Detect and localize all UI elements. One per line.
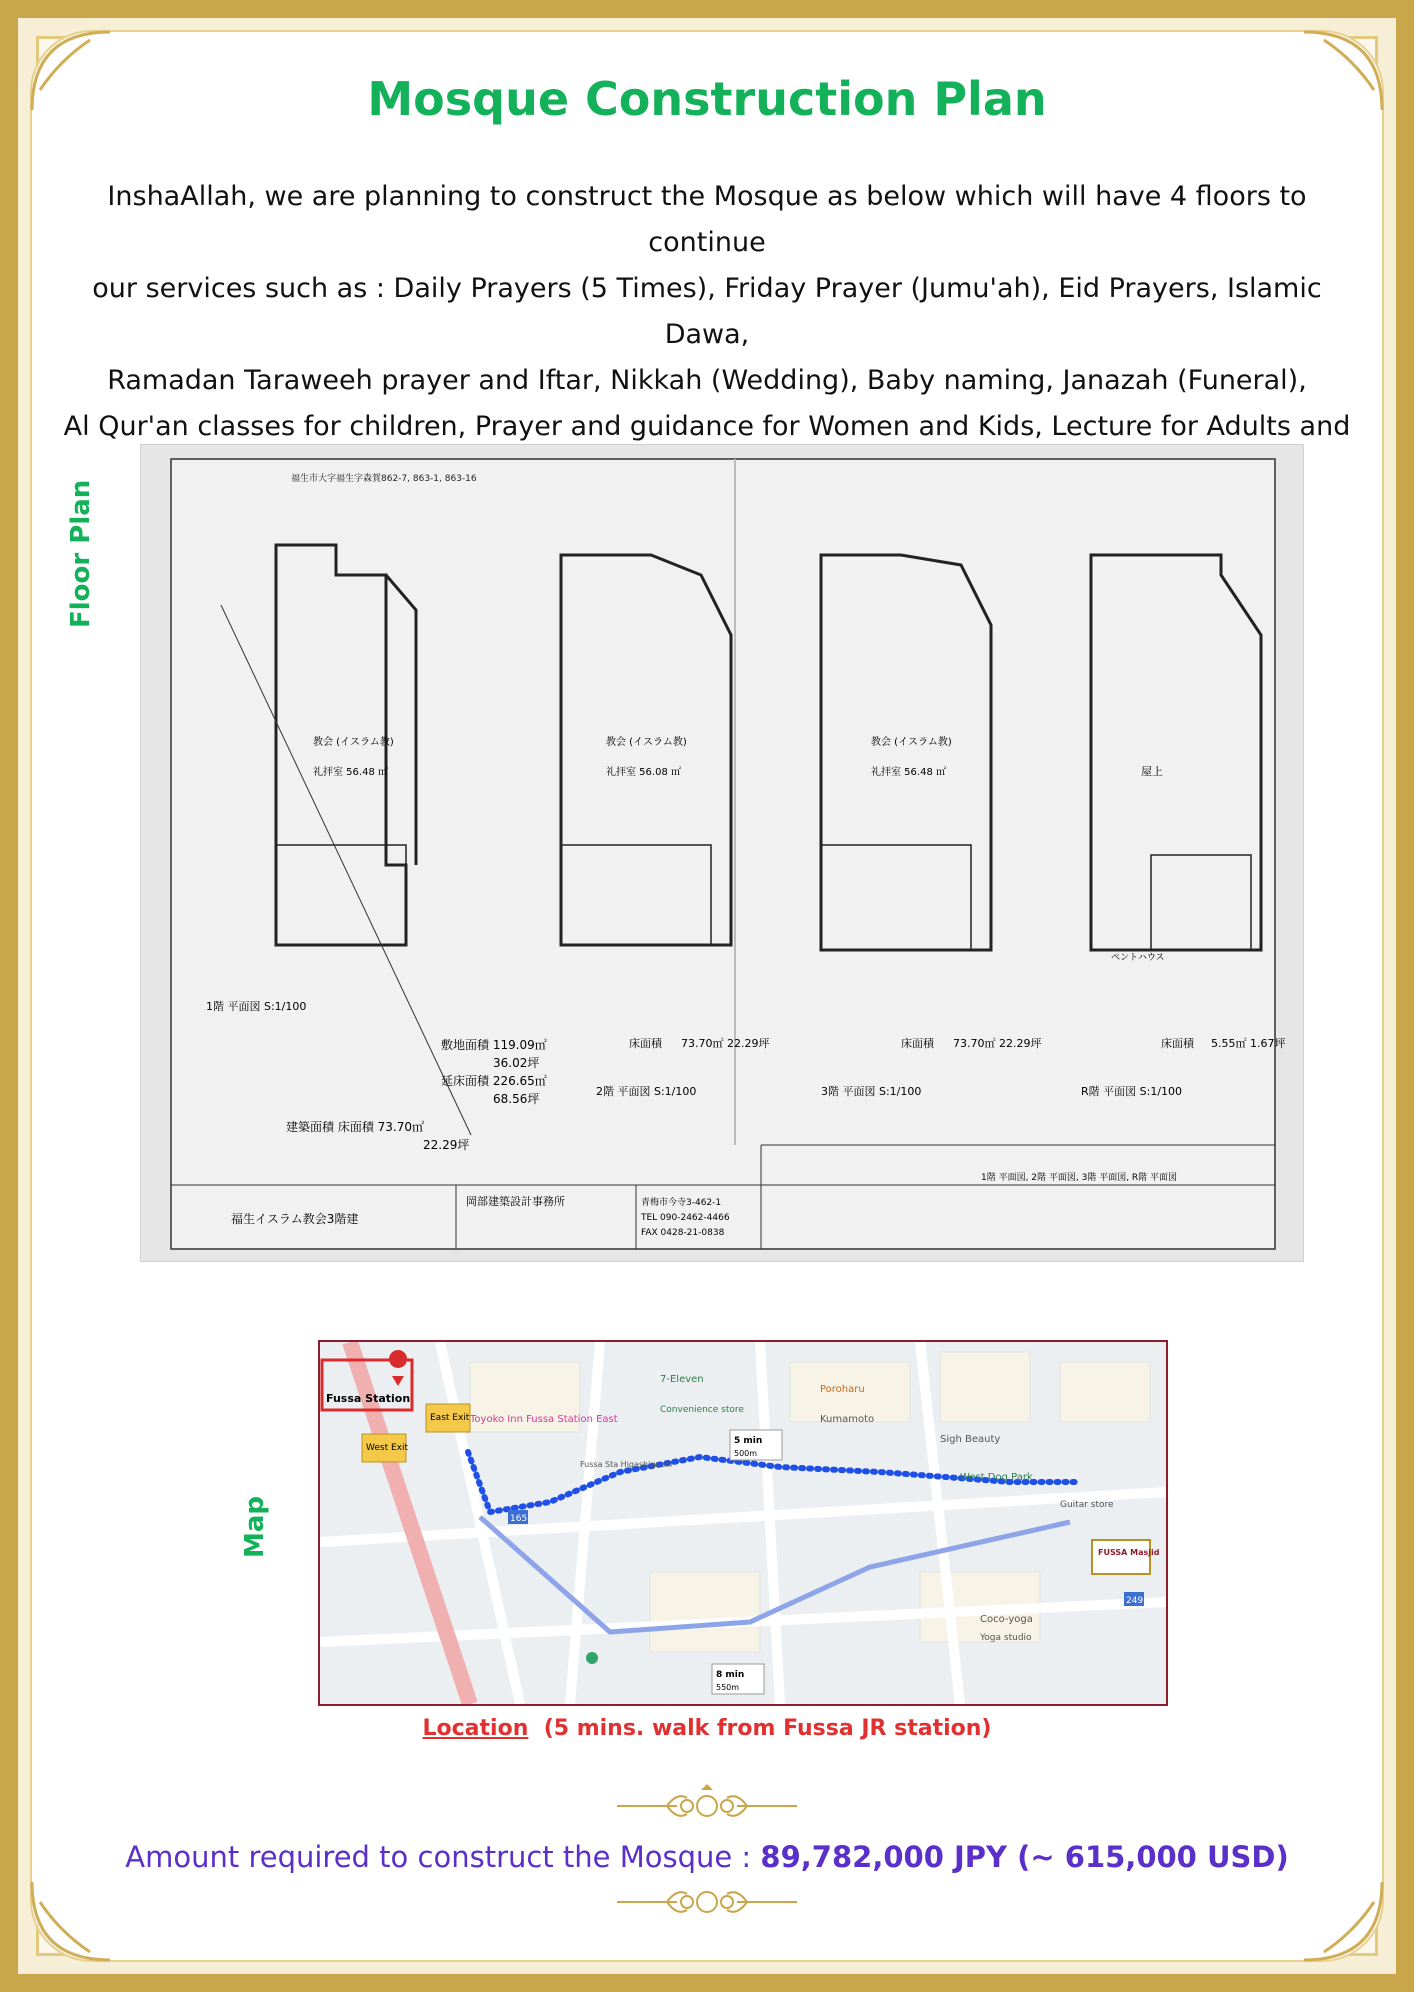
floor-3-area-label: 床面積 <box>901 1037 934 1050</box>
floor-3-area: 73.70㎡ 22.29坪 <box>953 1037 1042 1050</box>
office-address: 青梅市今寺3-462-1 <box>641 1198 722 1208</box>
coco-yoga-label: Coco-yoga <box>980 1614 1033 1625</box>
floor-2-area: 73.70㎡ 22.29坪 <box>681 1037 770 1050</box>
walk-long-time: 8 min <box>716 1670 745 1680</box>
west-dog-park-label: West Dog Park <box>960 1472 1033 1483</box>
road-165-label: 165 <box>510 1514 528 1524</box>
location-note: (5 mins. walk from Fussa JR station) <box>543 1716 992 1741</box>
location-map[interactable] <box>318 1340 1168 1706</box>
roof-scale: R階 平面図 S:1/100 <box>1081 1085 1183 1098</box>
amount-statement <box>0 1840 1414 1874</box>
floor-1-room: 教会 (イスラム教) <box>313 737 394 748</box>
office-tel: TEL 090-2462-4466 <box>641 1213 730 1223</box>
roof-area-label: 床面積 <box>1161 1037 1194 1050</box>
higashiguchi-label: Fussa Sta Higashiguchi <box>580 1460 673 1469</box>
map-drawing <box>320 1342 1166 1704</box>
floor-plan-label: Floor Plan <box>66 479 96 628</box>
destination-label: FUSSA Masjid <box>1098 1548 1160 1557</box>
floor-2-room: 教会 (イスラム教) <box>606 737 687 748</box>
total-tsubo: 68.56坪 <box>493 1092 540 1106</box>
floor-3-sub: 礼拝室 56.48 ㎡ <box>871 767 946 778</box>
bottom-ornament-icon <box>607 1880 807 1924</box>
total-area: 延床面積 226.65㎡ <box>441 1074 547 1088</box>
roof-sub: ペントハウス <box>1111 953 1165 963</box>
plan-header-note: 福生市大字福生字森賀862-7, 863-1, 863-16 <box>291 474 477 484</box>
walk-short-distance: 500m <box>734 1449 758 1458</box>
walk-long-distance: 550m <box>716 1683 740 1692</box>
page-title: Mosque Construction Plan <box>367 72 1047 126</box>
floor-2-area-label: 床面積 <box>629 1037 662 1050</box>
intro-line: Al Qur'an classes for children, Prayer and guidance for Women and Kids, Lecture for Adults and <box>63 411 1351 442</box>
guitar-store-label: Guitar store <box>1060 1500 1114 1510</box>
station-name: Fussa Station <box>326 1392 411 1405</box>
floor-1-sub: 礼拝室 56.48 ㎡ <box>313 767 388 778</box>
east-exit-label: East Exit <box>430 1413 470 1423</box>
roof-area: 5.55㎡ 1.67坪 <box>1211 1037 1286 1050</box>
floor-3-scale: 3階 平面図 S:1/100 <box>821 1085 922 1098</box>
seven-eleven-label: 7-Eleven <box>660 1374 704 1385</box>
intro-line: our services such as : Daily Prayers (5 Times), Friday Prayer (Jumu'ah), Eid Prayers, Islamic Dawa, <box>92 273 1322 350</box>
intro-line: Ramadan Taraweeh prayer and Iftar, Nikkah (Wedding), Baby naming, Janazah (Funeral), <box>107 365 1307 396</box>
park-icon <box>586 1652 598 1664</box>
floor-plan-drawing <box>141 445 1303 1261</box>
amount-label: Amount required to construct the Mosque : <box>125 1840 752 1874</box>
convenience-label: Convenience store <box>660 1405 744 1415</box>
poroharu-label: Poroharu <box>820 1384 865 1395</box>
kumamoto-label: Kumamoto <box>820 1414 875 1425</box>
floor-1-scale: 1階 平面図 S:1/100 <box>206 1000 307 1013</box>
walk-short-time: 5 min <box>734 1436 763 1446</box>
location-link[interactable]: Location <box>422 1716 529 1741</box>
west-exit-label: West Exit <box>366 1443 409 1453</box>
project-name: 福生イスラム教会3階建 <box>231 1212 359 1226</box>
drawing-name: 1階 平面図, 2階 平面図, 3階 平面図, R階 平面図 <box>981 1173 1178 1183</box>
site-area: 敷地面積 119.09㎡ <box>441 1038 547 1052</box>
office-fax: FAX 0428-21-0838 <box>641 1228 725 1238</box>
site-tsubo: 36.02坪 <box>493 1056 540 1070</box>
toyoko-label: Toyoko Inn Fussa Station East <box>470 1414 618 1425</box>
office-name: 岡部建築設計事務所 <box>466 1195 565 1208</box>
floor-2-scale: 2階 平面図 S:1/100 <box>596 1085 697 1098</box>
location-caption <box>0 1716 1414 1741</box>
building-tsubo: 22.29坪 <box>423 1138 470 1152</box>
road-249-label: 249 <box>1126 1596 1144 1606</box>
floor-3-room: 教会 (イスラム教) <box>871 737 952 748</box>
sigh-beauty-label: Sigh Beauty <box>940 1434 1001 1445</box>
destination-marker[interactable] <box>1092 1540 1150 1574</box>
top-ornament-icon <box>607 1784 807 1828</box>
intro-line: InshaAllah, we are planning to construct the Mosque as below which will have 4 floors to continue <box>107 181 1307 258</box>
map-label: Map <box>240 1495 270 1558</box>
yoga-studio-label: Yoga studio <box>980 1633 1032 1643</box>
floor-plan-image <box>140 444 1304 1262</box>
floor-2-sub: 礼拝室 56.08 ㎡ <box>606 767 681 778</box>
roof-room: 屋上 <box>1141 765 1163 778</box>
amount-value: 89,782,000 JPY (~ 615,000 USD) <box>760 1840 1289 1874</box>
building-area: 建築面積 床面積 73.70㎡ <box>286 1120 424 1134</box>
